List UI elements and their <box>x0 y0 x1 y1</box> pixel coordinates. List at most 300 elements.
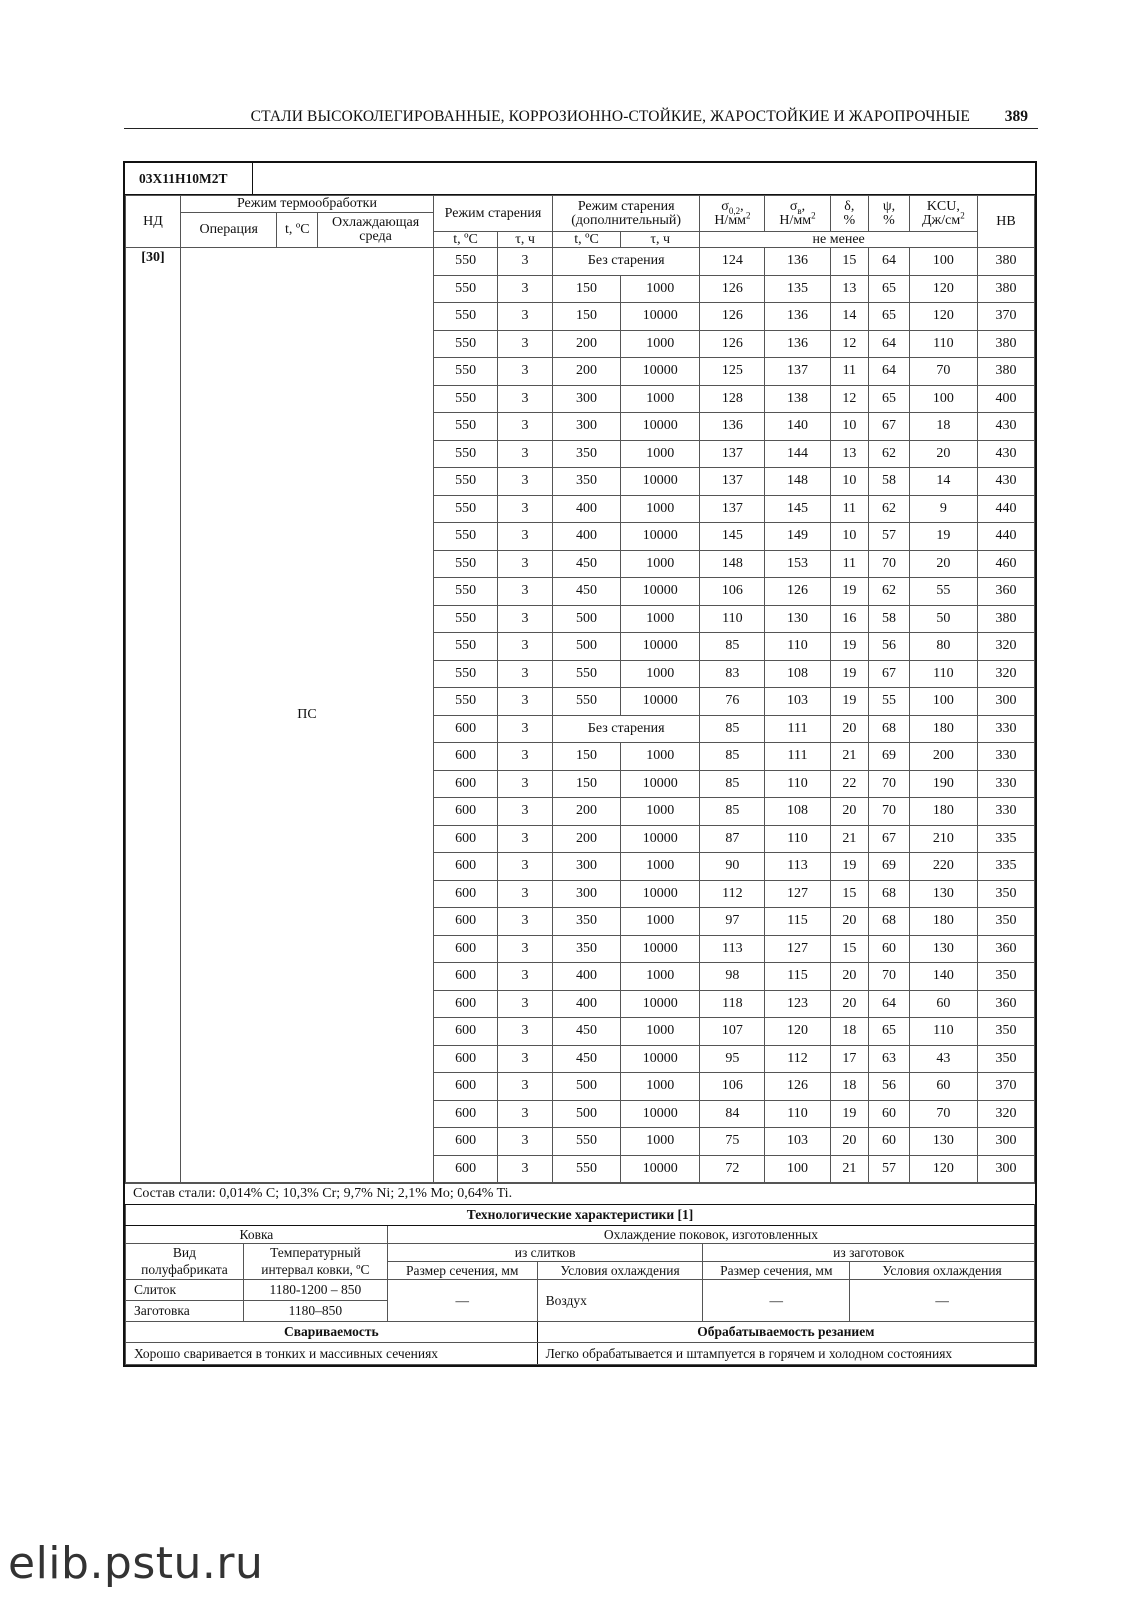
aging2-t-cell: 150 <box>552 770 620 798</box>
cooling-header: Охлаждение поковок, изготовленных <box>387 1226 1034 1244</box>
value-cell: 350 <box>977 1045 1034 1073</box>
aging-tau-cell: 3 <box>498 275 553 303</box>
aging2-tau-cell: 10000 <box>621 1155 700 1183</box>
aging-tau-cell: 3 <box>498 303 553 331</box>
value-cell: 19 <box>830 578 869 606</box>
value-cell: 430 <box>977 468 1034 496</box>
aging-tau-cell: 3 <box>498 605 553 633</box>
cond-blanks-value: — <box>850 1280 1035 1322</box>
value-cell: 10 <box>830 468 869 496</box>
value-cell: 430 <box>977 413 1034 441</box>
value-cell: 67 <box>869 660 910 688</box>
value-cell: 13 <box>830 275 869 303</box>
value-cell: 84 <box>700 1100 765 1128</box>
value-cell: 64 <box>869 990 910 1018</box>
aging-t-cell: 600 <box>434 715 498 743</box>
aging-tau-cell: 3 <box>498 523 553 551</box>
value-cell: 85 <box>700 743 765 771</box>
aging2-tau-cell: 1000 <box>621 605 700 633</box>
value-cell: 320 <box>977 1100 1034 1128</box>
value-cell: 107 <box>700 1018 765 1046</box>
kind-blank: Заготовка <box>126 1301 244 1322</box>
value-cell: 110 <box>909 660 977 688</box>
value-cell: 72 <box>700 1155 765 1183</box>
value-cell: 68 <box>869 715 910 743</box>
value-cell: 110 <box>909 330 977 358</box>
value-cell: 19 <box>830 853 869 881</box>
value-cell: 180 <box>909 908 977 936</box>
value-cell: 110 <box>765 633 830 661</box>
value-cell: 62 <box>869 495 910 523</box>
value-cell: 145 <box>765 495 830 523</box>
value-cell: 113 <box>765 853 830 881</box>
value-cell: 138 <box>765 385 830 413</box>
value-cell: 460 <box>977 550 1034 578</box>
value-cell: 110 <box>700 605 765 633</box>
page-number: 389 <box>1004 108 1028 125</box>
aging2-t-cell: 300 <box>552 413 620 441</box>
value-cell: 127 <box>765 880 830 908</box>
value-cell: 18 <box>909 413 977 441</box>
aging-t-cell: 550 <box>434 330 498 358</box>
aging-tau-cell: 3 <box>498 1100 553 1128</box>
aging2-tau-cell: 10000 <box>621 413 700 441</box>
aging2-t-cell: 450 <box>552 1018 620 1046</box>
table-row <box>126 248 1035 276</box>
aging2-tau-cell: 10000 <box>621 688 700 716</box>
aging-tau-cell: 3 <box>498 743 553 771</box>
value-cell: 136 <box>700 413 765 441</box>
aging2-t-cell: 550 <box>552 1128 620 1156</box>
value-cell: 95 <box>700 1045 765 1073</box>
value-cell: 127 <box>765 935 830 963</box>
value-cell: 350 <box>977 908 1034 936</box>
value-cell: 380 <box>977 330 1034 358</box>
aging2-tau-cell: 10000 <box>621 990 700 1018</box>
col-kcu: KCU, $Дж/см^2$ <box>909 196 977 232</box>
running-title: СТАЛИ ВЫСОКОЛЕГИРОВАННЫЕ, КОРРОЗИОННО-СТОЙКИЕ, ЖАРОСТОЙКИЕ И ЖАРОПРОЧНЫЕ <box>250 108 970 125</box>
from-blanks-header: из заготовок <box>703 1244 1035 1262</box>
aging-t-cell: 600 <box>434 1045 498 1073</box>
value-cell: 120 <box>909 275 977 303</box>
composition-note: Состав стали: 0,014% С; 10,3% Cr; 9,7% Ni; 2,1% Mo; 0,64% Ti. <box>125 1183 1035 1204</box>
cond-ingots-value: Воздух <box>537 1280 703 1322</box>
min-note: не менее <box>700 232 978 248</box>
value-cell: 115 <box>765 963 830 991</box>
aging-t-cell: 600 <box>434 743 498 771</box>
nd-reference: [30] <box>126 248 181 1183</box>
aging-t-cell: 550 <box>434 688 498 716</box>
aging2-tau-cell: 10000 <box>621 633 700 661</box>
value-cell: 335 <box>977 853 1034 881</box>
machinability-title: Обрабатываемость резанием <box>537 1322 1034 1343</box>
value-cell: 20 <box>830 1128 869 1156</box>
aging2-tau-cell: 1000 <box>621 1018 700 1046</box>
value-cell: 70 <box>909 1100 977 1128</box>
aging2-t-cell: 200 <box>552 798 620 826</box>
value-cell: 58 <box>869 605 910 633</box>
value-cell: 220 <box>909 853 977 881</box>
value-cell: 20 <box>830 963 869 991</box>
aging2-t-cell: 150 <box>552 275 620 303</box>
value-cell: 120 <box>909 1155 977 1183</box>
value-cell: 87 <box>700 825 765 853</box>
aging-tau-cell: 3 <box>498 798 553 826</box>
value-cell: 43 <box>909 1045 977 1073</box>
value-cell: 18 <box>830 1073 869 1101</box>
value-cell: 85 <box>700 798 765 826</box>
aging2-t-cell: 450 <box>552 550 620 578</box>
value-cell: 111 <box>765 715 830 743</box>
value-cell: 70 <box>869 550 910 578</box>
aging2-tau-cell: 10000 <box>621 468 700 496</box>
aging2-tau-cell: 1000 <box>621 1128 700 1156</box>
aging-tau-cell: 3 <box>498 825 553 853</box>
value-cell: 136 <box>765 330 830 358</box>
aging2-t-cell: 350 <box>552 935 620 963</box>
value-cell: 60 <box>869 1100 910 1128</box>
aging2-tau-cell: 1000 <box>621 1073 700 1101</box>
value-cell: 330 <box>977 798 1034 826</box>
aging-t-cell: 550 <box>434 413 498 441</box>
col-operation: Операция <box>180 213 277 248</box>
aging2-t-cell: 300 <box>552 853 620 881</box>
aging2-t-cell: 150 <box>552 743 620 771</box>
aging-tau-cell: 3 <box>498 715 553 743</box>
value-cell: 130 <box>909 1128 977 1156</box>
value-cell: 120 <box>765 1018 830 1046</box>
value-cell: 21 <box>830 825 869 853</box>
value-cell: 128 <box>700 385 765 413</box>
value-cell: 350 <box>977 1018 1034 1046</box>
value-cell: 108 <box>765 660 830 688</box>
value-cell: 14 <box>909 468 977 496</box>
value-cell: 19 <box>909 523 977 551</box>
aging2-tau-cell: 10000 <box>621 935 700 963</box>
value-cell: 55 <box>869 688 910 716</box>
aging2-tau-cell: 1000 <box>621 743 700 771</box>
aging2-t-cell: 450 <box>552 1045 620 1073</box>
value-cell: 12 <box>830 385 869 413</box>
aging-t-cell: 550 <box>434 248 498 276</box>
value-cell: 75 <box>700 1128 765 1156</box>
col-temperature: t, ºС <box>277 213 318 248</box>
aging2-tau-cell: 10000 <box>621 303 700 331</box>
aging2-t-cell: 350 <box>552 468 620 496</box>
size-ingots-value: — <box>387 1280 537 1322</box>
aging2-tau-cell: 10000 <box>621 770 700 798</box>
aging-t-cell: 600 <box>434 963 498 991</box>
value-cell: 20 <box>830 798 869 826</box>
value-cell: 17 <box>830 1045 869 1073</box>
value-cell: 140 <box>765 413 830 441</box>
value-cell: 148 <box>765 468 830 496</box>
size-blanks-value: — <box>703 1280 850 1322</box>
size-header-blanks: Размер сечения, мм <box>703 1262 850 1280</box>
value-cell: 57 <box>869 523 910 551</box>
aging-tau-cell: 3 <box>498 908 553 936</box>
aging2-t-cell: 500 <box>552 1100 620 1128</box>
value-cell: 15 <box>830 880 869 908</box>
aging2-t-cell: 550 <box>552 1155 620 1183</box>
value-cell: 330 <box>977 770 1034 798</box>
col-aging-t: t, ºС <box>434 232 498 248</box>
aging-t-cell: 600 <box>434 825 498 853</box>
value-cell: 63 <box>869 1045 910 1073</box>
value-cell: 70 <box>869 798 910 826</box>
aging-tau-cell: 3 <box>498 495 553 523</box>
value-cell: 124 <box>700 248 765 276</box>
value-cell: 56 <box>869 1073 910 1101</box>
from-ingots-header: из слитков <box>387 1244 703 1262</box>
value-cell: 13 <box>830 440 869 468</box>
value-cell: 19 <box>830 633 869 661</box>
interval-blank: 1180–850 <box>243 1301 387 1322</box>
value-cell: 90 <box>700 853 765 881</box>
col-sigma-v: $\sigma_в$, $Н/мм^2$ <box>765 196 830 232</box>
value-cell: 335 <box>977 825 1034 853</box>
value-cell: 110 <box>909 1018 977 1046</box>
weldability-text: Хорошо сваривается в тонких и массивных сечениях <box>126 1343 538 1365</box>
value-cell: 108 <box>765 798 830 826</box>
interval-header: Температурный <box>243 1244 387 1262</box>
value-cell: 60 <box>909 990 977 1018</box>
aging-tau-cell: 3 <box>498 853 553 881</box>
interval-header-2: интервал ковки, ºС <box>243 1262 387 1280</box>
value-cell: 103 <box>765 688 830 716</box>
steel-grade: 03Х11Н10М2Т <box>125 163 253 194</box>
col-aging: Режим старения <box>434 196 553 232</box>
value-cell: 106 <box>700 578 765 606</box>
value-cell: 137 <box>765 358 830 386</box>
value-cell: 370 <box>977 1073 1034 1101</box>
aging-tau-cell: 3 <box>498 963 553 991</box>
aging-t-cell: 600 <box>434 770 498 798</box>
aging-t-cell: 600 <box>434 1073 498 1101</box>
value-cell: 62 <box>869 440 910 468</box>
value-cell: 380 <box>977 248 1034 276</box>
value-cell: 126 <box>700 275 765 303</box>
aging2-tau-cell: 1000 <box>621 275 700 303</box>
aging2-t-cell: 500 <box>552 1073 620 1101</box>
aging-tau-cell: 3 <box>498 248 553 276</box>
value-cell: 70 <box>869 770 910 798</box>
value-cell: 360 <box>977 935 1034 963</box>
tech-title: Технологические характеристики [1] <box>126 1205 1035 1226</box>
steel-datasheet <box>123 161 1037 1367</box>
value-cell: 69 <box>869 853 910 881</box>
value-cell: 110 <box>765 770 830 798</box>
aging2-tau-cell: 1000 <box>621 963 700 991</box>
aging2-tau-cell: 1000 <box>621 550 700 578</box>
aging-tau-cell: 3 <box>498 1128 553 1156</box>
value-cell: 106 <box>700 1073 765 1101</box>
value-cell: 360 <box>977 990 1034 1018</box>
value-cell: 20 <box>830 908 869 936</box>
value-cell: 120 <box>909 303 977 331</box>
value-cell: 111 <box>765 743 830 771</box>
value-cell: 9 <box>909 495 977 523</box>
value-cell: 112 <box>765 1045 830 1073</box>
value-cell: 67 <box>869 825 910 853</box>
aging-t-cell: 550 <box>434 633 498 661</box>
aging2-tau-cell: 10000 <box>621 578 700 606</box>
value-cell: 60 <box>869 1128 910 1156</box>
value-cell: 80 <box>909 633 977 661</box>
value-cell: 180 <box>909 798 977 826</box>
value-cell: 320 <box>977 633 1034 661</box>
col-aging2-t: t, ºС <box>552 232 620 248</box>
aging-t-cell: 600 <box>434 1155 498 1183</box>
value-cell: 130 <box>909 880 977 908</box>
value-cell: 137 <box>700 495 765 523</box>
value-cell: 112 <box>700 880 765 908</box>
aging2-tau-cell: 1000 <box>621 330 700 358</box>
value-cell: 430 <box>977 440 1034 468</box>
aging-tau-cell: 3 <box>498 330 553 358</box>
aging-tau-cell: 3 <box>498 770 553 798</box>
aging-tau-cell: 3 <box>498 633 553 661</box>
value-cell: 50 <box>909 605 977 633</box>
value-cell: 68 <box>869 908 910 936</box>
aging2-tau-cell: 1000 <box>621 440 700 468</box>
value-cell: 11 <box>830 550 869 578</box>
aging-t-cell: 600 <box>434 1018 498 1046</box>
aging-t-cell: 550 <box>434 550 498 578</box>
aging2-t-cell: 350 <box>552 440 620 468</box>
aging2-t-cell: 300 <box>552 880 620 908</box>
aging-tau-cell: 3 <box>498 660 553 688</box>
aging2-t-cell: 200 <box>552 358 620 386</box>
value-cell: 10 <box>830 523 869 551</box>
aging2-t-cell: 400 <box>552 523 620 551</box>
aging2-tau-cell: 10000 <box>621 880 700 908</box>
watermark: elib.pstu.ru <box>8 1538 264 1589</box>
value-cell: 60 <box>909 1073 977 1101</box>
value-cell: 70 <box>909 358 977 386</box>
aging-t-cell: 550 <box>434 440 498 468</box>
aging-t-cell: 600 <box>434 908 498 936</box>
grade-row <box>125 163 1035 195</box>
col-hb: HB <box>977 196 1034 248</box>
value-cell: 15 <box>830 935 869 963</box>
value-cell: 97 <box>700 908 765 936</box>
value-cell: 200 <box>909 743 977 771</box>
value-cell: 320 <box>977 660 1034 688</box>
operation-value: ПС <box>180 248 433 1183</box>
aging-tau-cell: 3 <box>498 550 553 578</box>
value-cell: 19 <box>830 688 869 716</box>
value-cell: 350 <box>977 880 1034 908</box>
value-cell: 11 <box>830 358 869 386</box>
no-aging-cell: Без старения <box>552 715 699 743</box>
value-cell: 16 <box>830 605 869 633</box>
aging-t-cell: 550 <box>434 578 498 606</box>
value-cell: 14 <box>830 303 869 331</box>
aging-tau-cell: 3 <box>498 468 553 496</box>
value-cell: 83 <box>700 660 765 688</box>
value-cell: 360 <box>977 578 1034 606</box>
value-cell: 148 <box>700 550 765 578</box>
aging-t-cell: 550 <box>434 660 498 688</box>
col-delta: δ, % <box>830 196 869 232</box>
value-cell: 65 <box>869 303 910 331</box>
aging2-tau-cell: 1000 <box>621 495 700 523</box>
value-cell: 125 <box>700 358 765 386</box>
value-cell: 113 <box>700 935 765 963</box>
col-aging2-tau: τ, ч <box>621 232 700 248</box>
aging2-t-cell: 300 <box>552 385 620 413</box>
aging2-tau-cell: 10000 <box>621 358 700 386</box>
aging-t-cell: 600 <box>434 853 498 881</box>
value-cell: 330 <box>977 743 1034 771</box>
aging-tau-cell: 3 <box>498 1018 553 1046</box>
no-aging-cell: Без старения <box>552 248 699 276</box>
kind-header: Вид <box>126 1244 244 1262</box>
value-cell: 85 <box>700 715 765 743</box>
aging-t-cell: 550 <box>434 495 498 523</box>
aging2-t-cell: 500 <box>552 605 620 633</box>
value-cell: 58 <box>869 468 910 496</box>
value-cell: 11 <box>830 495 869 523</box>
aging2-t-cell: 200 <box>552 825 620 853</box>
cond-header-blanks: Условия охлаждения <box>850 1262 1035 1280</box>
aging-tau-cell: 3 <box>498 688 553 716</box>
value-cell: 60 <box>869 935 910 963</box>
value-cell: 137 <box>700 468 765 496</box>
value-cell: 110 <box>765 825 830 853</box>
value-cell: 98 <box>700 963 765 991</box>
value-cell: 57 <box>869 1155 910 1183</box>
value-cell: 103 <box>765 1128 830 1156</box>
value-cell: 380 <box>977 605 1034 633</box>
value-cell: 70 <box>869 963 910 991</box>
kind-header-2: полуфабриката <box>126 1262 244 1280</box>
value-cell: 20 <box>909 550 977 578</box>
aging2-t-cell: 400 <box>552 990 620 1018</box>
value-cell: 100 <box>909 688 977 716</box>
aging-tau-cell: 3 <box>498 1155 553 1183</box>
kind-ingot: Слиток <box>126 1280 244 1301</box>
value-cell: 400 <box>977 385 1034 413</box>
col-aging-extra: Режим старения (дополнительный) <box>552 196 699 232</box>
value-cell: 20 <box>830 715 869 743</box>
value-cell: 300 <box>977 688 1034 716</box>
value-cell: 118 <box>700 990 765 1018</box>
tech-table <box>125 1204 1035 1365</box>
aging2-t-cell: 500 <box>552 633 620 661</box>
value-cell: 144 <box>765 440 830 468</box>
aging-tau-cell: 3 <box>498 385 553 413</box>
aging-tau-cell: 3 <box>498 935 553 963</box>
aging2-t-cell: 400 <box>552 963 620 991</box>
value-cell: 22 <box>830 770 869 798</box>
aging-tau-cell: 3 <box>498 358 553 386</box>
value-cell: 100 <box>765 1155 830 1183</box>
aging-t-cell: 550 <box>434 468 498 496</box>
aging2-tau-cell: 10000 <box>621 523 700 551</box>
aging2-t-cell: 400 <box>552 495 620 523</box>
col-sigma02: $\sigma_{0,2}$, $Н/мм^2$ <box>700 196 765 232</box>
value-cell: 18 <box>830 1018 869 1046</box>
value-cell: 190 <box>909 770 977 798</box>
value-cell: 123 <box>765 990 830 1018</box>
value-cell: 370 <box>977 303 1034 331</box>
value-cell: 140 <box>909 963 977 991</box>
value-cell: 55 <box>909 578 977 606</box>
aging-tau-cell: 3 <box>498 1073 553 1101</box>
value-cell: 110 <box>765 1100 830 1128</box>
